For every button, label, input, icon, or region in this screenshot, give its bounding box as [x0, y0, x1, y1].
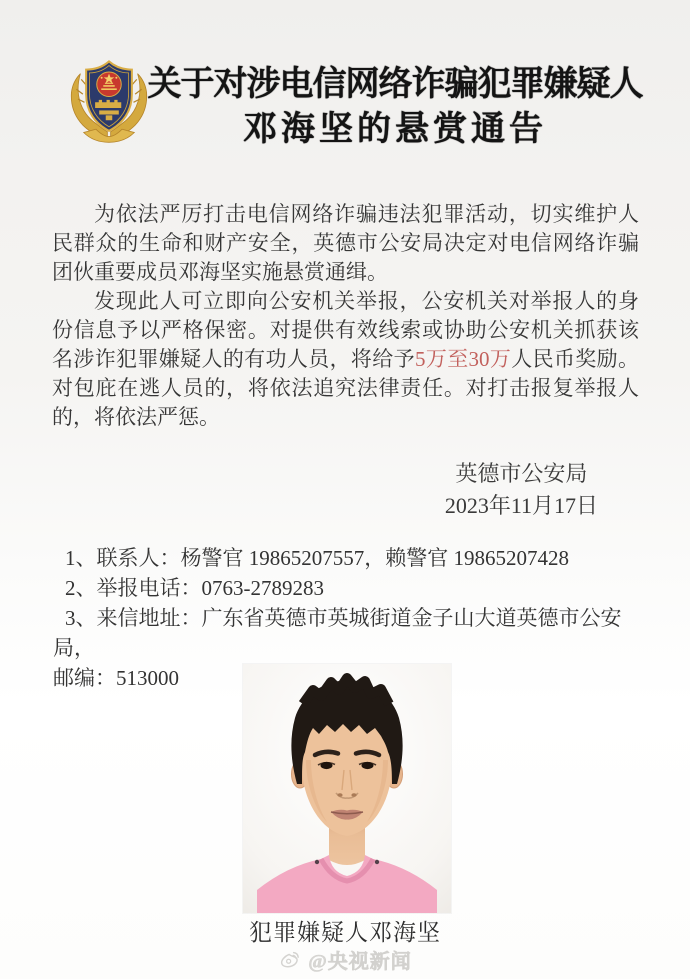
photo-caption: 犯罪嫌疑人邓海坚	[249, 920, 441, 945]
contact-line-3: 3、来信地址：广东省英德市英城街道金子山大道英德市公安局，	[53, 606, 622, 660]
signature-block	[445, 458, 598, 522]
notice-title	[110, 64, 680, 151]
contact-line-2: 2、举报电话：0763-2789283	[65, 576, 324, 600]
contact-line-1: 1、联系人：杨警官 19865207557，赖警官 19865207428	[65, 546, 569, 570]
notice-body	[52, 200, 639, 432]
paragraph-2	[52, 287, 639, 432]
notice-title-line2: 邓海坚的悬赏通告	[243, 111, 547, 148]
paragraph-1: 为依法严厉打击电信网络诈骗违法犯罪活动，切实维护人民群众的生命和财产安全，英德市公安局决定对电信网络诈骗团伙重要成员邓海坚实施悬赏通缉。	[52, 202, 639, 284]
paragraph-2-suffix: 人民币奖励。对包庇在逃人员的，将依法追究法律责任。对打击报复举报人的，将依法严惩。	[52, 347, 640, 429]
suspect-photo	[243, 664, 451, 913]
watermark	[0, 944, 690, 974]
reward-amount: 5万至30万	[414, 347, 512, 371]
paragraph-2-prefix: 发现此人可立即向公安机关举报，公安机关对举报人的身份信息予以严格保密。对提供有效线索或协助公安机关抓获该名涉诈犯罪嫌疑人的有功人员，将给予	[52, 289, 639, 371]
notice-title-line1: 关于对涉电信网络诈骗犯罪嫌疑人	[147, 66, 643, 103]
signature-issuer: 英德市公安局	[455, 461, 588, 486]
contact-line-4: 邮编：513000	[53, 666, 179, 690]
watermark-text: @央视新闻	[308, 950, 412, 973]
weibo-icon	[278, 949, 302, 969]
signature-date: 2023年11月17日	[444, 493, 598, 518]
